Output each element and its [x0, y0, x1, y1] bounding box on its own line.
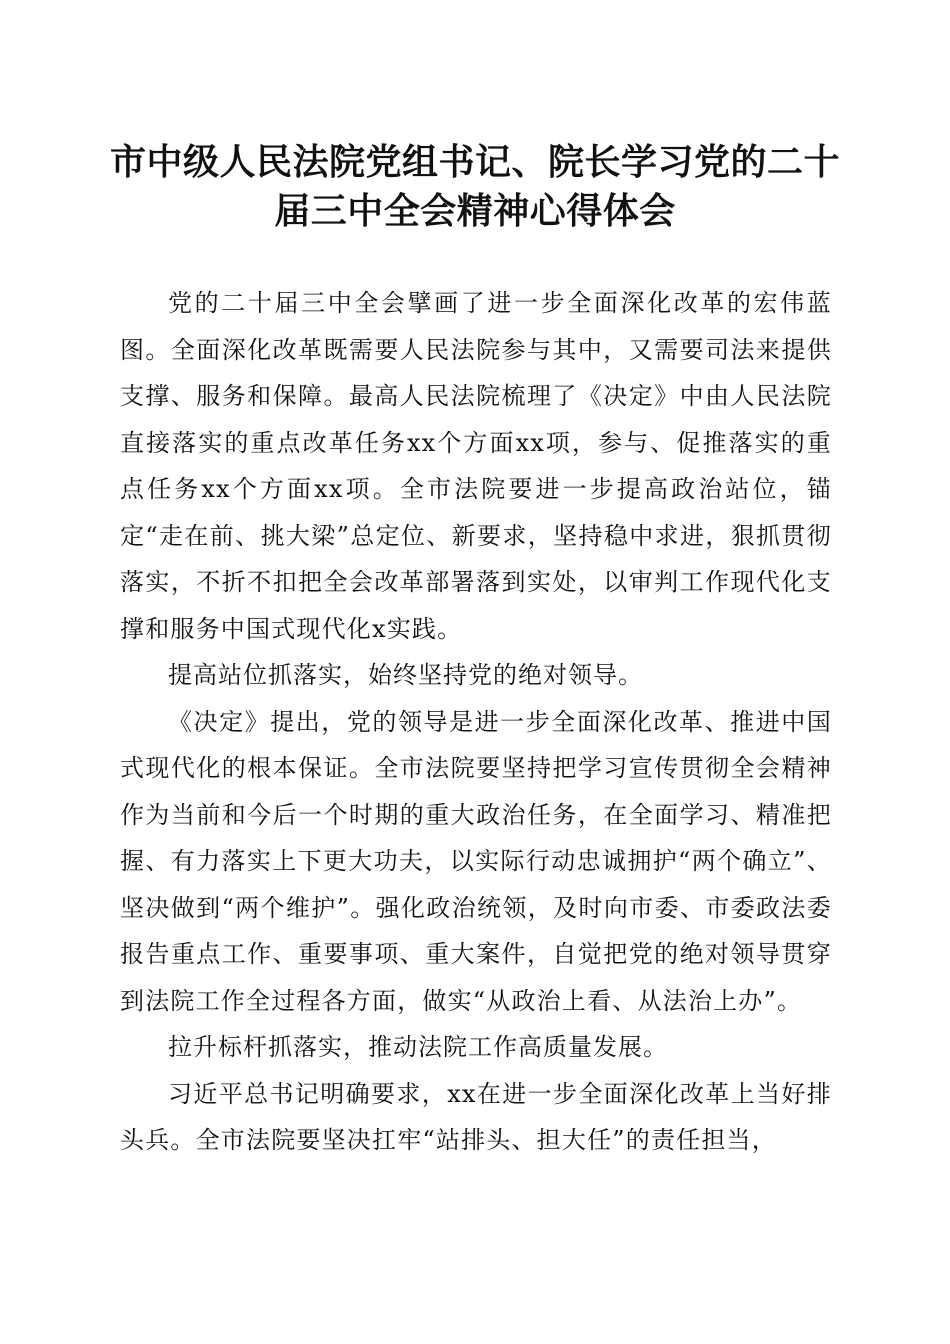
document-title — [100, 138, 850, 236]
body-paragraph-2: 习近平总书记明确要求，xx在进一步全面深化改革上当好排头兵。全市法院要坚决扛牢“站排头、担大任”的责任担当， — [120, 1079, 832, 1154]
section-heading-1: 提高站位抓落实，始终坚持党的绝对领导。 — [168, 661, 643, 689]
title-line-1: 市中级人民法院党组书记、院长学习党的二十 — [109, 141, 840, 183]
title-line-2: 届三中全会精神心得体会 — [274, 190, 676, 232]
document-body — [120, 280, 832, 1164]
section-heading-2: 拉升标杆抓落实，推动法院工作高质量发展。 — [168, 1033, 668, 1061]
intro-paragraph: 党的二十届三中全会擘画了进一步全面深化改革的宏伟蓝图。全面深化改革既需要人民法院参与其中，又需要司法来提供支撑、服务和保障。最高人民法院梳理了《决定》中由人民法院直接落实的重点改革任务xx个方面xx项，参与、促推落实的重点任务xx个方面xx项。全市法院要进一步提高政治站位，锚定“走在前、挑大梁”总定位、新要求，坚持稳中求进，狠抓贯彻落实，不折不扣把全会改革部署落到实处，以审判工作现代化支撑和服务中国式现代化x实践。 — [120, 289, 832, 643]
body-paragraph-1: 《决定》提出，党的领导是进一步全面深化改革、推进中国式现代化的根本保证。全市法院要坚持把学习宣传贯彻全会精神作为当前和今后一个时期的重大政治任务，在全面学习、精准把握、有力落实上下更大功夫，以实际行动忠诚拥护“两个确立”、坚决做到“两个维护”。强化政治统领，及时向市委、市委政法委报告重点工作、重要事项、重大案件，自觉把党的绝对领导贯穿到法院工作全过程各方面，做实“从政治上看、从法治上办”。 — [120, 707, 832, 1015]
